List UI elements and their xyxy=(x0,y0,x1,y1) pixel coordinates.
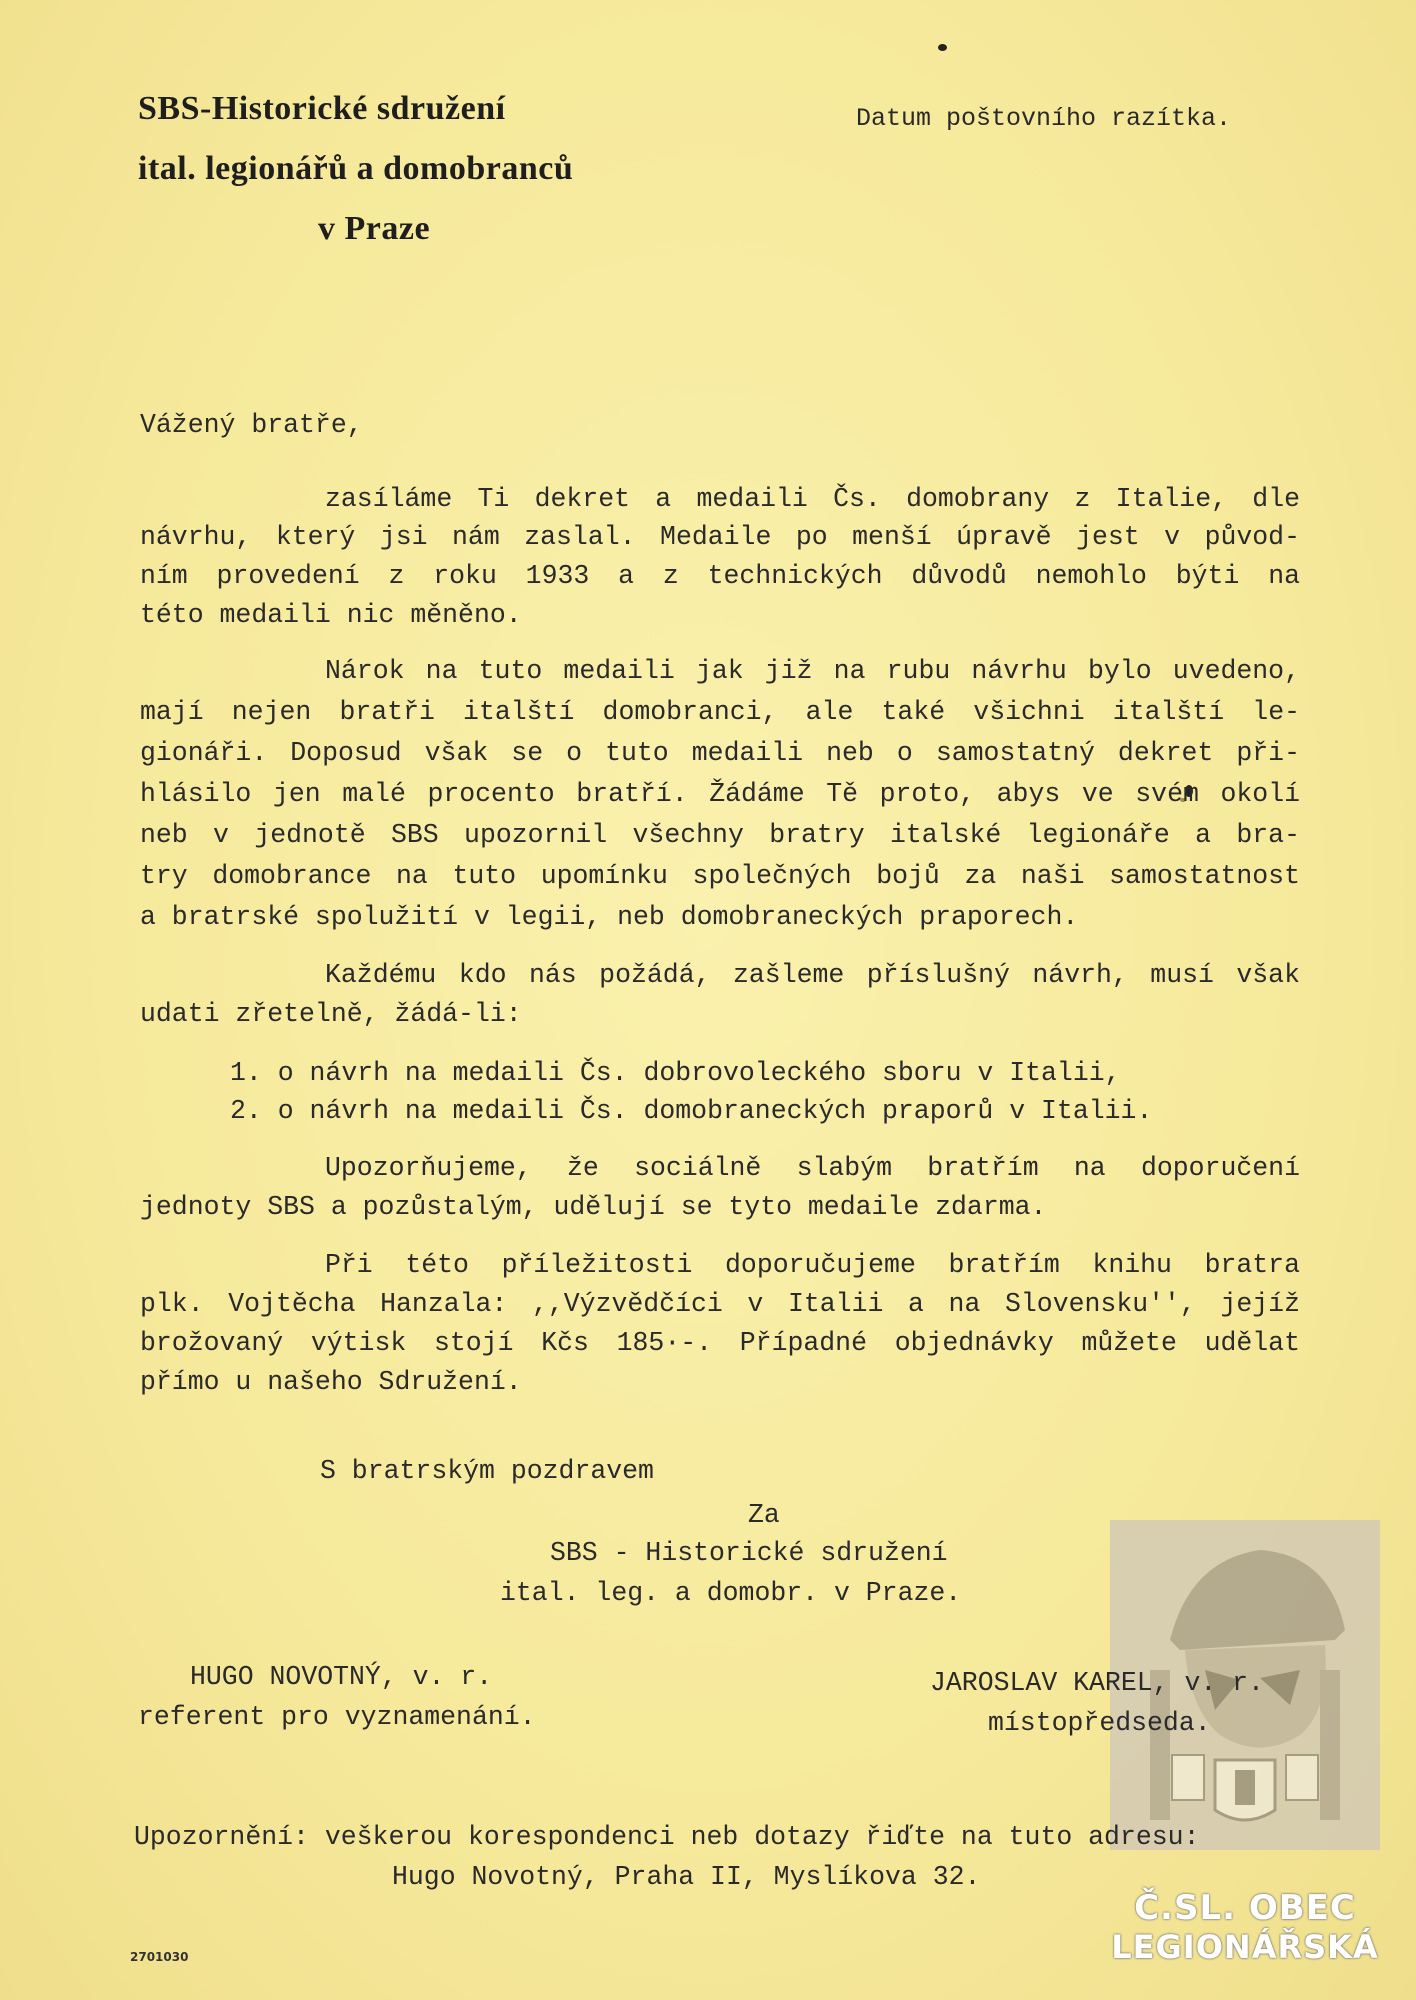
body-line: brožovaný výtisk stojí Kčs 185·-. Případné objednávky můžete udělat xyxy=(140,1328,1300,1358)
print-code: 2701030 xyxy=(130,1950,189,1964)
body-line: této medaili nic měněno. xyxy=(140,600,522,630)
signature-left-name: HUGO NOVOTNÝ, v. r. xyxy=(190,1662,493,1692)
body-line: jednoty SBS a pozůstalým, udělují se tyto medaile zdarma. xyxy=(140,1192,1047,1222)
signature-right-role: místopředseda. xyxy=(988,1708,1211,1738)
body-line: udati zřetelně, žádá-li: xyxy=(140,999,522,1029)
footer-notice: Upozornění: veškerou korespondenci neb dotazy řiďte na tuto adresu: xyxy=(134,1822,1200,1852)
closing-greeting: S bratrským pozdravem xyxy=(320,1456,654,1486)
body-line: zasíláme Ti dekret a medaili Čs. domobrany z Italie, dle xyxy=(325,484,1300,514)
closing-org-line2: ital. leg. a domobr. v Praze. xyxy=(500,1578,962,1608)
body-line: plk. Vojtěcha Hanzala: ,,Výzvědčíci v Italii a na Slovensku'', jejíž xyxy=(140,1289,1300,1319)
salutation: Vážený bratře, xyxy=(140,410,363,440)
closing-org-line1: SBS - Historické sdružení xyxy=(550,1538,948,1568)
org-name-line2: ital. legionářů a domobranců xyxy=(138,150,574,187)
logo-text-line1: Č.SL. OBEC xyxy=(1134,1888,1356,1928)
body-line: Nárok na tuto medaili jak již na rubu návrhu bylo uvedeno, xyxy=(325,656,1300,686)
signature-right-name: JAROSLAV KAREL, v. r. xyxy=(930,1668,1264,1698)
body-line: ním provedení z roku 1933 a z technických důvodů nemohlo býti na xyxy=(140,561,1300,591)
org-name-line1: SBS-Historické sdružení xyxy=(138,90,506,127)
ink-speck xyxy=(938,44,947,51)
list-item: 1. o návrh na medaili Čs. dobrovoleckého sboru v Italii, xyxy=(230,1058,1121,1088)
body-line: Při této příležitosti doporučujeme bratřím knihu bratra xyxy=(325,1250,1300,1280)
org-name-line3: v Praze xyxy=(318,210,431,247)
body-line: Upozorňujeme, že sociálně slabým bratřím na doporučení xyxy=(325,1153,1300,1183)
closing-za: Za xyxy=(748,1500,780,1530)
signature-left-role: referent pro vyznamenání. xyxy=(138,1702,536,1732)
body-line: hlásilo jen malé procento bratří. Žádáme Tě proto, abys ve svém okolí xyxy=(140,779,1300,809)
body-line: try domobrance na tuto upomínku společných bojů za naši samostatnost xyxy=(140,861,1300,891)
body-line: návrhu, který jsi nám zaslal. Medaile po menší úpravě jest v původ- xyxy=(140,522,1300,552)
date-note: Datum poštovního razítka. xyxy=(856,104,1232,133)
footer-address: Hugo Novotný, Praha II, Myslíkova 32. xyxy=(392,1862,981,1892)
logo-text-line2: LEGIONÁŘSKÁ xyxy=(1111,1928,1379,1966)
body-line: mají nejen bratři italští domobranci, ale také všichni italští le- xyxy=(140,697,1300,727)
body-line: gionáři. Doposud však se o tuto medaili neb o samostatný dekret při- xyxy=(140,738,1300,768)
body-line: přímo u našeho Sdružení. xyxy=(140,1367,522,1397)
body-line: neb v jednotě SBS upozornil všechny bratry italské legionáře a bra- xyxy=(140,820,1300,850)
body-line: Každému kdo nás požádá, zašleme příslušný návrh, musí však xyxy=(325,960,1300,990)
list-item: 2. o návrh na medaili Čs. domobraneckých praporů v Italii. xyxy=(230,1096,1153,1126)
body-line: a bratrské spolužití v legii, neb domobraneckých praporech. xyxy=(140,902,1079,932)
